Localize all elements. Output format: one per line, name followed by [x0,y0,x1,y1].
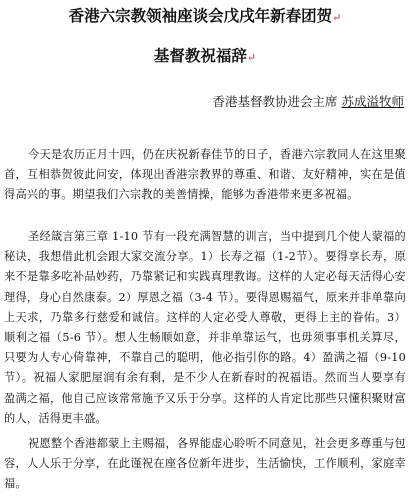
author-name: 苏成溢牧师 [341,94,404,109]
document-title-text: 香港六宗教领袖座谈会戊戌年新春团贺 [68,6,333,25]
document-subtitle [0,46,410,68]
document-title [0,6,410,28]
edit-mark-icon: ↵ [246,51,257,64]
paragraph: 今天是农历正月十四，仍在庆祝新春佳节的日子，香港六宗教同人在这里聚首，互相恭贺彼此问安，体现出香港宗教界的尊重、和谐、友好精神，实在是值得高兴的事。期望我们六宗教的美善情操，能够为香港带来更多祝福。 [4,148,406,202]
paragraph: 圣经箴言第三章 1-10 节有一段充满智慧的训言，当中提到几个使人蒙福的秘诀，我想借此机会跟大家交流分享。1）长寿之福（1-2节）。要得享长寿，原来不是靠多吃补品妙药，乃靠紧记和实践真理教诲。这样的人定必每天活得心安理得，身心自然康泰。2）厚恩之福（3-4 节）。要得恩赐福气，原来并非单靠向上天求，乃靠多行慈爱和诚信。这样的人定必受人尊敬，更得上主的眷佑。3）顺利之福（5-6 节）。想人生畅顺如意，并非单靠运气，也毋须事事机关算尽，只要为人专心倚靠神，不靠自己的聪明，他必指引你的路。4）盈满之福（9-10 节）。祝福人家肥屋润有余有剩，是不少人在新春时的祝福语。然而当人要享有盈满之福，他自己应该常常施予又乐于分享。这样的人肯定比那些只懂积聚财富的人，活得更丰盛。 [4,230,406,425]
document-subtitle-text: 基督教祝福辞 [153,46,247,65]
edit-mark-icon: ↵ [332,11,342,24]
paragraph: 祝愿整个香港都蒙上主赐福，各界能虚心聆听不同意见，社会更多尊重与包容，人人乐于分享，在此谨祝在座各位新年进步，生活愉快，工作顺利，家庭幸福。 [4,437,406,491]
author-organization: 香港基督教协进会主席 [212,94,338,109]
author-byline [212,93,404,111]
